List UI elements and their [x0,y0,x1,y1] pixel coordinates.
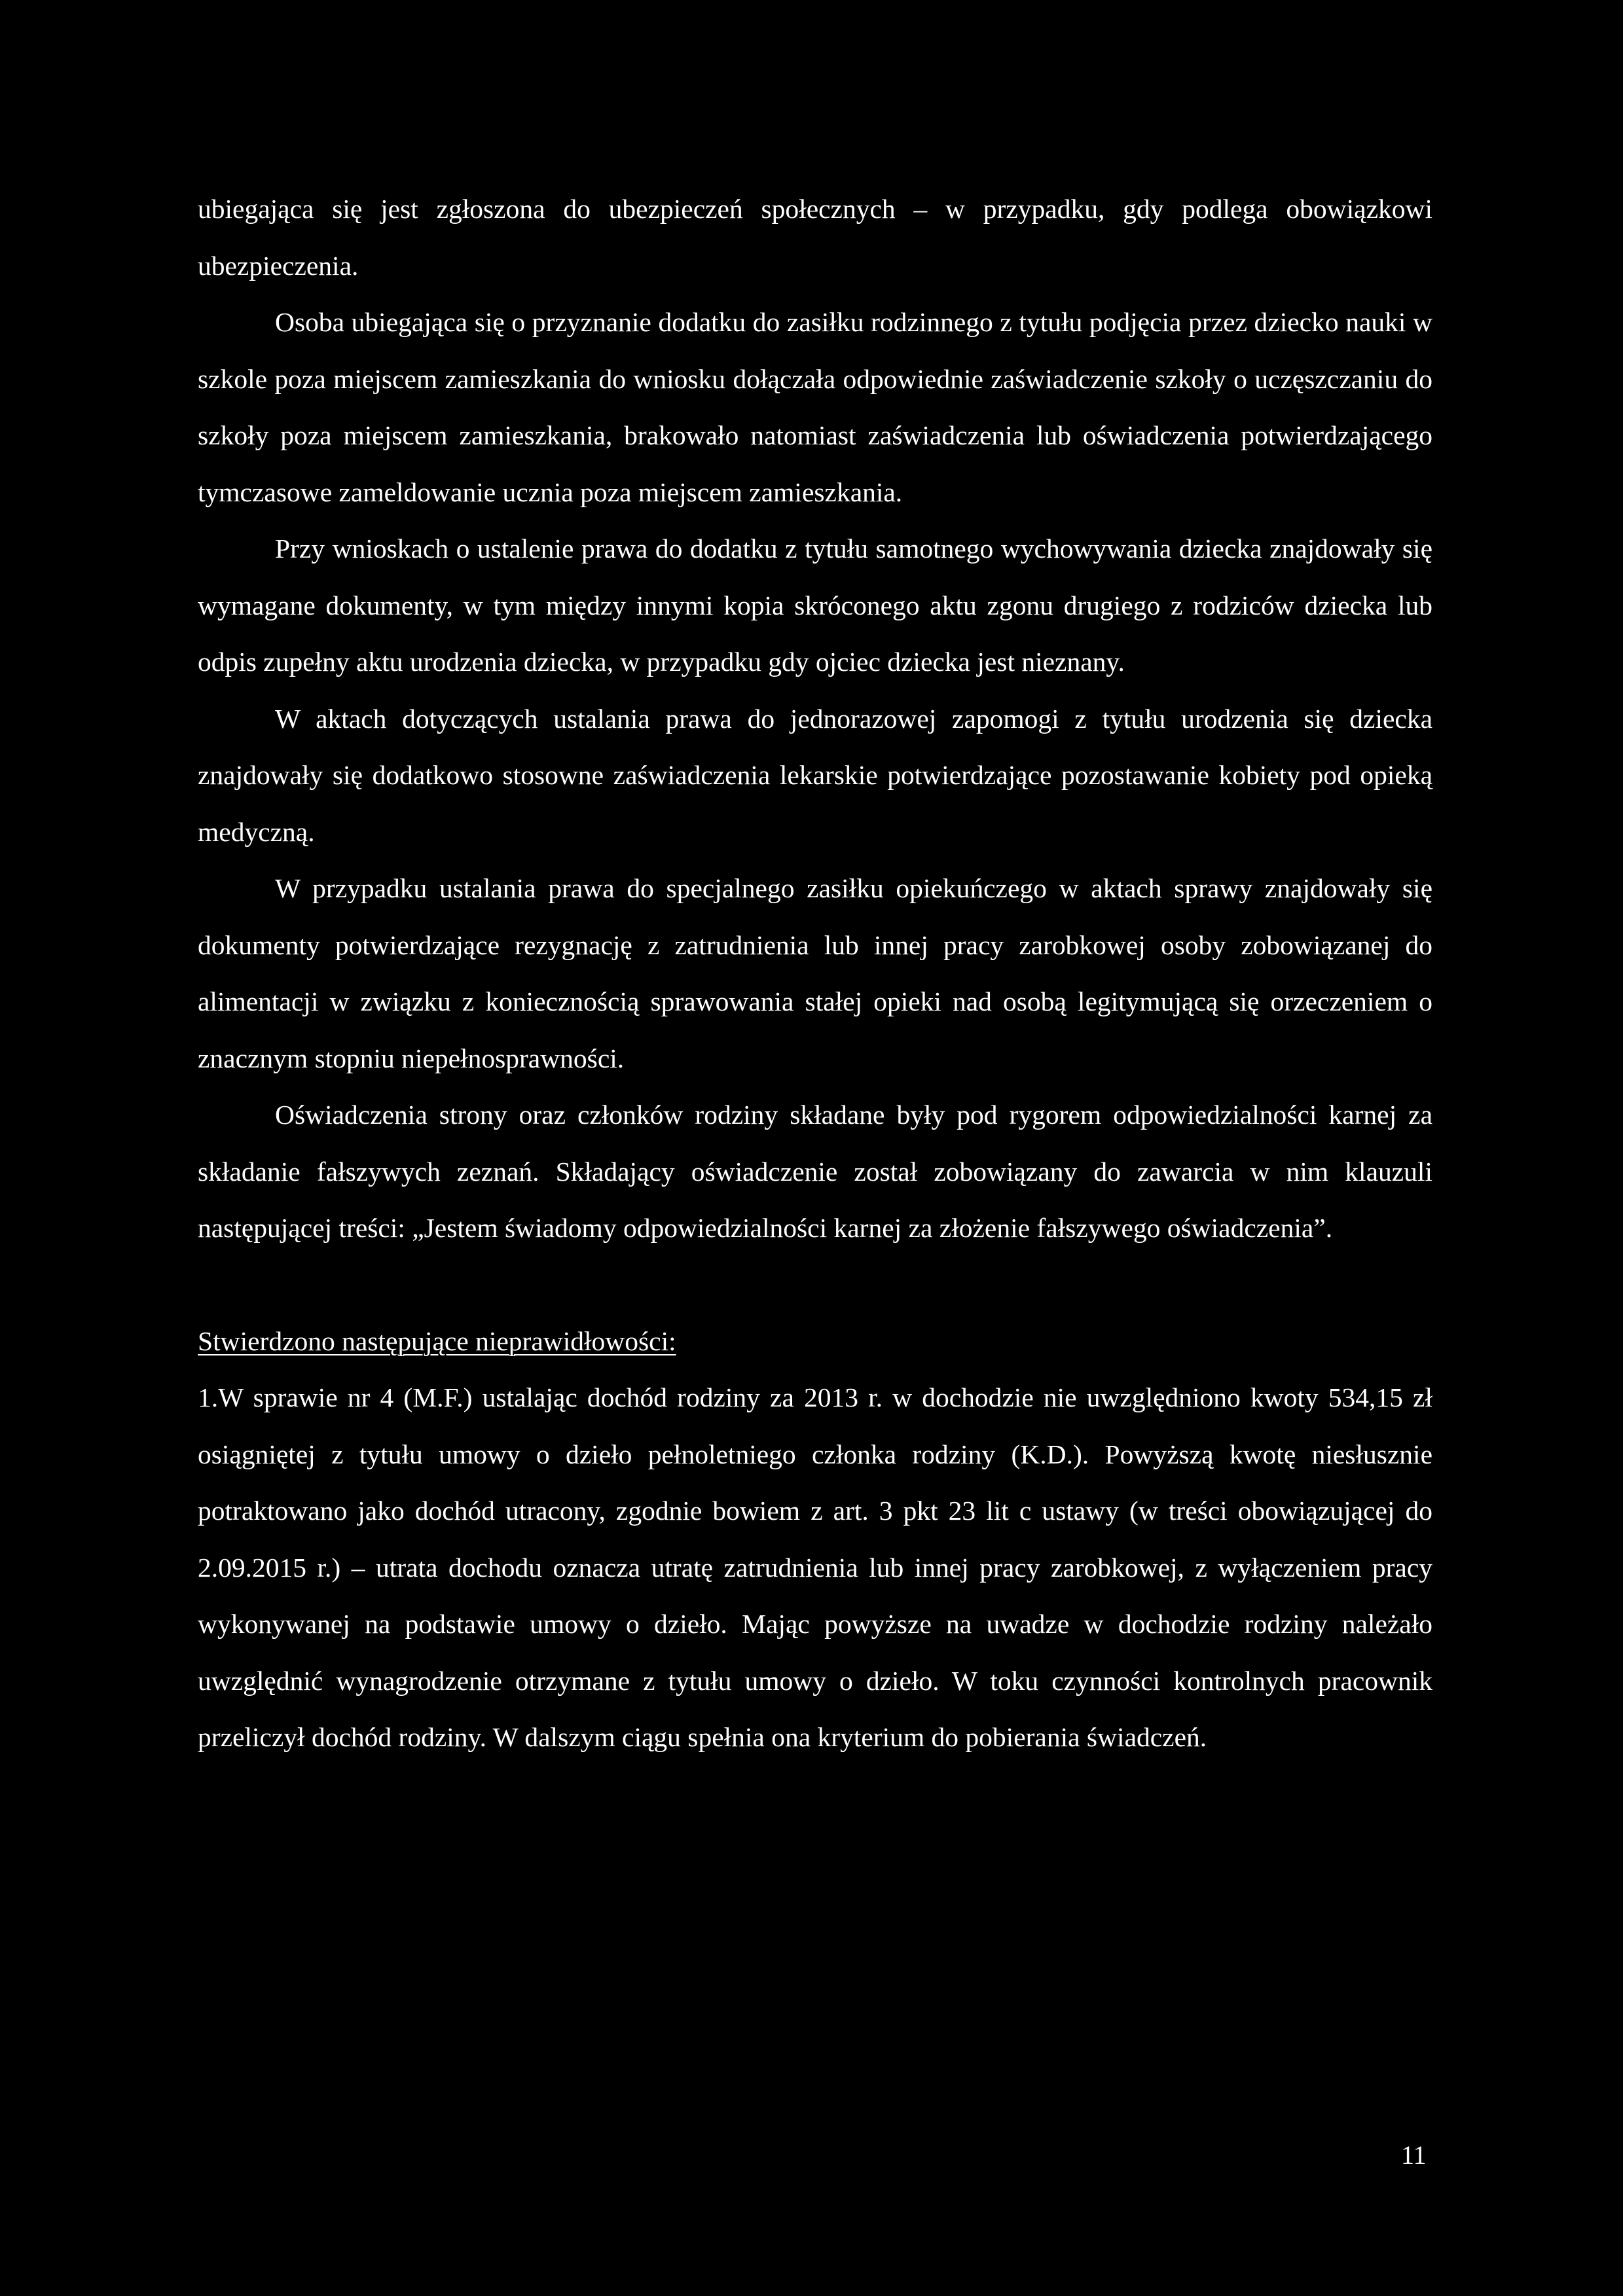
page-number: 11 [1401,2140,1427,2170]
paragraph-care-allowance: W przypadku ustalania prawa do specjalnego zasiłku opiekuńczego w aktach sprawy znajdowały się dokumenty potwierdzające rezygnację z zatrudnienia lub innej pracy zarobkowej osoby zobowiązanej do alimentacji w związku z koniecznością sprawowania stałej opieki nad osobą legitymującą się orzeczeniem o znacznym stopniu niepełnosprawności. [198,873,1432,1073]
paragraph-school-allowance: Osoba ubiegająca się o przyznanie dodatku do zasiłku rodzinnego z tytułu podjęcia przez dziecko nauki w szkole poza miejscem zamieszkania do wniosku dołączała odpowiednie zaświadczenie szkoły o uczęszczaniu do szkoły poza miejscem zamieszkania, brakowało natomiast zaświadczenia lub oświadczenia potwierdzającego tymczasowe zameldowanie ucznia poza miejscem zamieszkania. [198,307,1432,507]
document-body [198,181,1432,1766]
paragraph-declarations: Oświadczenia strony oraz członków rodziny składane były pod rygorem odpowiedzialności karnej za składanie fałszywych zeznań. Składający oświadczenie został zobowiązany do zawarcia w nim klauzuli następującej treści: „Jestem świadomy odpowiedzialności karnej za złożenie fałszywego oświadczenia”. [198,1100,1432,1243]
section-spacer [198,1257,1432,1313]
finding-item-1: 1.W sprawie nr 4 (M.F.) ustalając dochód rodziny za 2013 r. w dochodzie nie uwzględniono kwoty 534,15 zł osiągniętej z tytułu umowy o dzieło pełnoletniego członka rodziny (K.D.). Powyższą kwotę niesłusznie potraktowano jako dochód utracony, zgodnie bowiem z art. 3 pkt 23 lit c ustawy (w treści obowiązującej do 2.09.2015 r.) – utrata dochodu oznacza utratę zatrudnienia lub innej pracy zarobkowej, z wyłączeniem pracy wykonywanej na podstawie umowy o dzieło. Mając powyższe na uwadze w dochodzie rodziny należało uwzględnić wynagrodzenie otrzymane z tytułu umowy o dzieło. W toku czynności kontrolnych pracownik przeliczył dochód rodziny. W dalszym ciągu spełnia ona kryterium do pobierania świadczeń. [198,1382,1432,1752]
paragraph-insurance-continuation: ubiegająca się jest zgłoszona do ubezpieczeń społecznych – w przypadku, gdy podlega obowiązkowi ubezpieczenia. [198,194,1432,281]
paragraph-birth-grant: W aktach dotyczących ustalania prawa do jednorazowej zapomogi z tytułu urodzenia się dziecka znajdowały się dodatkowo stosowne zaświadczenia lekarskie potwierdzające pozostawanie kobiety pod opieką medyczną. [198,703,1432,847]
findings-heading: Stwierdzono następujące nieprawidłowości: [198,1325,676,1356]
paragraph-single-parent: Przy wnioskach o ustalenie prawa do dodatku z tytułu samotnego wychowywania dziecka znajdowały się wymagane dokumenty, w tym między innymi kopia skróconego aktu zgonu drugiego z rodziców dziecka lub odpis zupełny aktu urodzenia dziecka, w przypadku gdy ojciec dziecka jest nieznany. [198,533,1432,677]
